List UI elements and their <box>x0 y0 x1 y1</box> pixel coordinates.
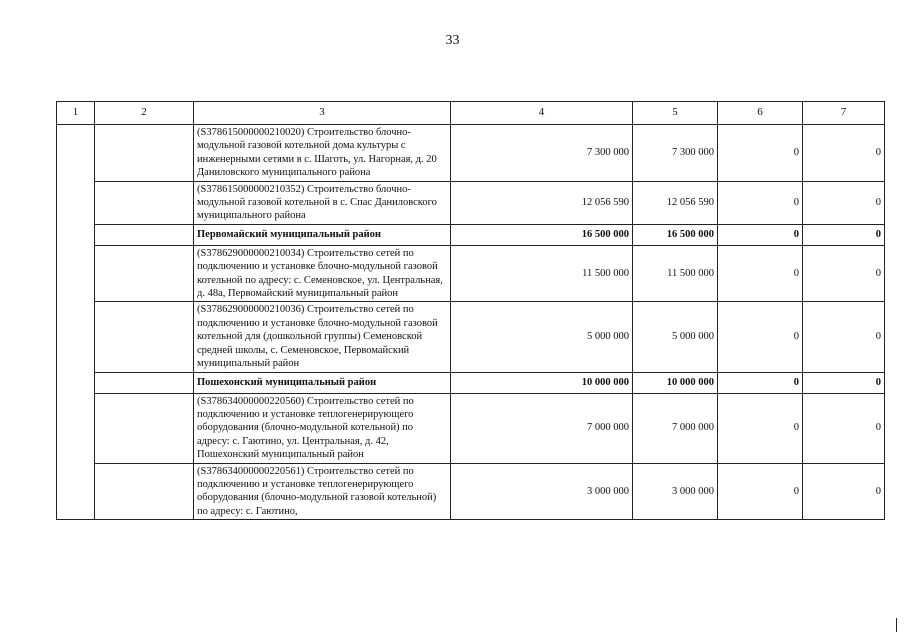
column-header-2: 2 <box>95 102 194 125</box>
row-value-col5: 3 000 000 <box>633 463 718 520</box>
row-value-col4: 10 000 000 <box>451 372 633 393</box>
table-row <box>57 245 885 302</box>
column-header-5: 5 <box>633 102 718 125</box>
row-value-col5: 7 300 000 <box>633 125 718 182</box>
row-value-col4: 11 500 000 <box>451 245 633 302</box>
row-value-col4: 7 300 000 <box>451 125 633 182</box>
row-value-col6: 0 <box>718 224 803 245</box>
row-value-col6: 0 <box>718 125 803 182</box>
row-description: (S378634000000220561) Строительство сетей по подключению и установке теплогенерирующего оборудования (блочно-модульной газовой котельной) по адресу: с. Гаютино, <box>194 463 451 520</box>
column-2-cell <box>95 393 194 463</box>
row-value-col5: 7 000 000 <box>633 393 718 463</box>
table-row <box>57 393 885 463</box>
row-value-col6: 0 <box>718 302 803 372</box>
table-row <box>57 302 885 372</box>
row-value-col5: 16 500 000 <box>633 224 718 245</box>
column-2-cell <box>95 302 194 372</box>
row-value-col7: 0 <box>803 245 885 302</box>
column-2-cell <box>95 372 194 393</box>
subtotal-row <box>57 372 885 393</box>
row-value-col7: 0 <box>803 181 885 224</box>
row-description: (S378634000000220560) Строительство сетей по подключению и установке теплогенерирующего оборудования (блочно-модульной котельной) по адресу: с. Гаютино, ул. Центральная, д. 42, Пошехонский муниципальный район <box>194 393 451 463</box>
column-2-cell <box>95 224 194 245</box>
row-value-col5: 12 056 590 <box>633 181 718 224</box>
row-description: (S378615000000210020) Строительство блочно-модульной газовой котельной дома культуры с инженерными сетями в с. Шаготь, ул. Нагорная, д. 20 Даниловского муниципального района <box>194 125 451 182</box>
row-value-col4: 16 500 000 <box>451 224 633 245</box>
row-description: (S378615000000210352) Строительство блочно-модульной газовой котельной в с. Спас Даниловского муниципального района <box>194 181 451 224</box>
budget-table <box>56 101 885 520</box>
table-row <box>57 463 885 520</box>
row-description: (S378629000000210034) Строительство сетей по подключению и установке блочно-модульной газовой котельной по адресу: с. Семеновское, ул. Центральная, д. 48а, Первомайский муниципальный район <box>194 245 451 302</box>
row-value-col4: 7 000 000 <box>451 393 633 463</box>
row-value-col4: 12 056 590 <box>451 181 633 224</box>
header-row <box>57 102 885 125</box>
row-value-col7: 0 <box>803 393 885 463</box>
row-value-col6: 0 <box>718 463 803 520</box>
page-number: 33 <box>445 33 460 48</box>
row-value-col6: 0 <box>718 393 803 463</box>
column-header-4: 4 <box>451 102 633 125</box>
column-header-7: 7 <box>803 102 885 125</box>
row-value-col5: 5 000 000 <box>633 302 718 372</box>
row-value-col7: 0 <box>803 372 885 393</box>
row-value-col7: 0 <box>803 125 885 182</box>
column-2-cell <box>95 125 194 182</box>
subtotal-row <box>57 224 885 245</box>
column-header-3: 3 <box>194 102 451 125</box>
column-2-cell <box>95 181 194 224</box>
row-description: Первомайский муниципальный район <box>194 224 451 245</box>
column-header-6: 6 <box>718 102 803 125</box>
column-1-cell <box>57 125 95 520</box>
row-value-col6: 0 <box>718 181 803 224</box>
row-value-col5: 10 000 000 <box>633 372 718 393</box>
margin-mark <box>896 618 897 632</box>
row-description: (S378629000000210036) Строительство сетей по подключению и установке блочно-модульной газовой котельной для (дошкольной группы) Семеновской средней школы, с. Семеновское, Первомайский муниципальный район <box>194 302 451 372</box>
column-2-cell <box>95 245 194 302</box>
column-2-cell <box>95 463 194 520</box>
table-row <box>57 181 885 224</box>
row-value-col5: 11 500 000 <box>633 245 718 302</box>
row-value-col6: 0 <box>718 245 803 302</box>
row-value-col4: 5 000 000 <box>451 302 633 372</box>
row-value-col4: 3 000 000 <box>451 463 633 520</box>
row-value-col7: 0 <box>803 224 885 245</box>
row-value-col6: 0 <box>718 372 803 393</box>
column-header-1: 1 <box>57 102 95 125</box>
row-value-col7: 0 <box>803 463 885 520</box>
row-description: Пошехонский муниципальный район <box>194 372 451 393</box>
row-value-col7: 0 <box>803 302 885 372</box>
table-row <box>57 125 885 182</box>
